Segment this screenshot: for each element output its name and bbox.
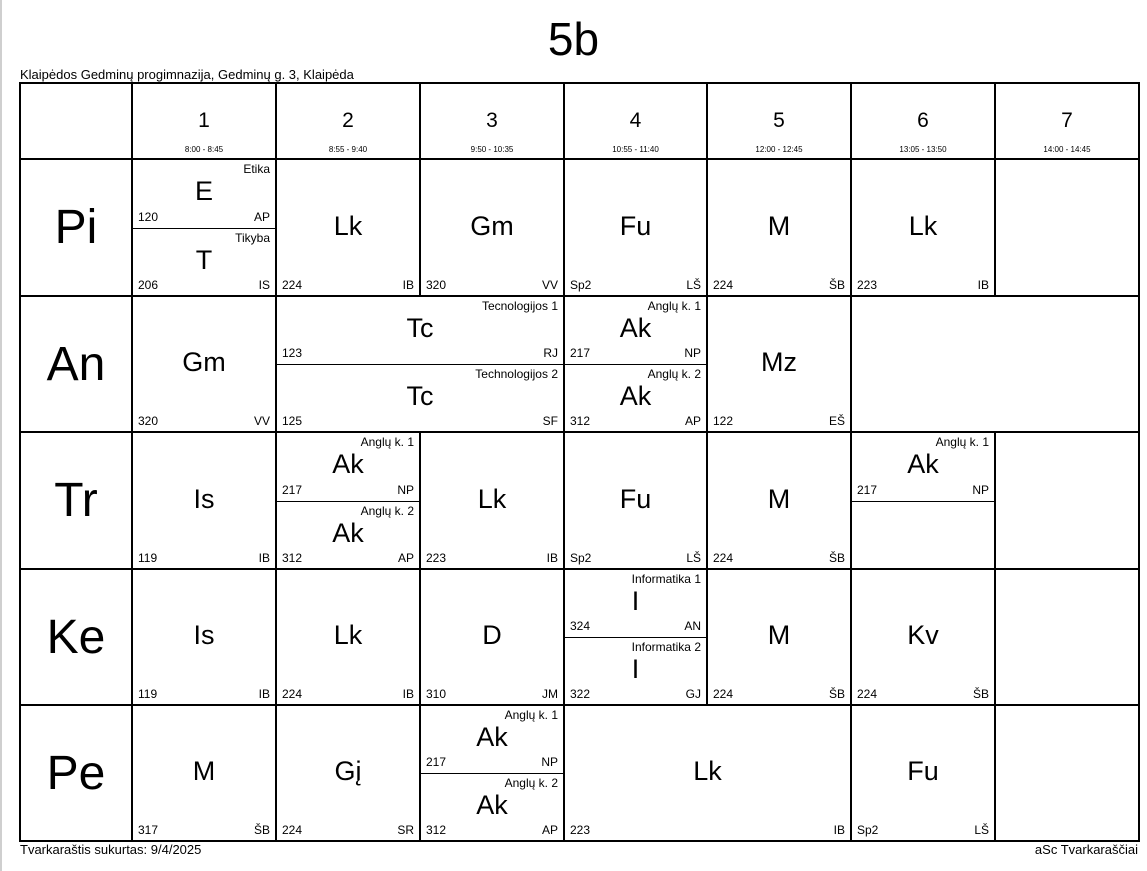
lesson-cell[interactable] — [851, 432, 995, 501]
group-name: Anglų k. 1 — [504, 708, 558, 722]
period-time: 12:00 - 12:45 — [755, 145, 803, 154]
group-name: Anglų k. 2 — [360, 504, 414, 518]
lesson-cell[interactable] — [132, 705, 276, 841]
room-number: 217 — [570, 346, 591, 360]
group-name: Tikyba — [235, 231, 270, 245]
teacher-code: IB — [546, 551, 558, 565]
subject-code: I — [631, 654, 640, 684]
period-header-5 — [707, 83, 851, 159]
group-name: Informatika 1 — [631, 572, 701, 586]
subject-code: I — [631, 586, 640, 616]
teacher-code: SF — [542, 414, 558, 428]
lesson-cell[interactable] — [132, 569, 276, 705]
room-number: 217 — [282, 483, 303, 497]
teacher-code: LŠ — [686, 278, 701, 292]
room-number: 320 — [426, 278, 447, 292]
period-number: 6 — [917, 109, 929, 132]
day-label: Pe — [46, 746, 106, 800]
lesson-cell[interactable] — [276, 432, 420, 501]
lesson-border — [994, 159, 996, 296]
subject-code: Fu — [619, 210, 652, 241]
room-number: 317 — [138, 823, 159, 837]
room-number: 310 — [426, 687, 447, 701]
school-name: Klaipėdos Gedminų progimnazija, Gedminų g. 3, Klaipėda — [20, 67, 354, 82]
lesson-cell[interactable] — [132, 159, 276, 228]
lesson-cell[interactable] — [707, 432, 851, 569]
subject-code: Mz — [761, 347, 797, 377]
room-number: 224 — [282, 687, 303, 701]
created-date: Tvarkaraštis sukurtas: 9/4/2025 — [20, 842, 202, 857]
grid-border — [1138, 82, 1140, 842]
lesson-cell[interactable] — [851, 159, 995, 296]
subject-code: Ak — [619, 381, 652, 411]
subject-code: Gm — [182, 347, 226, 377]
lesson-cell[interactable] — [132, 228, 276, 296]
lesson-cell[interactable] — [707, 569, 851, 705]
lesson-cell[interactable] — [420, 569, 564, 705]
teacher-code: AN — [684, 619, 701, 633]
group-split-line — [276, 501, 420, 502]
lesson-cell[interactable] — [707, 159, 851, 296]
period-header-4 — [564, 83, 707, 159]
subject-code: Lk — [333, 210, 363, 241]
lesson-cell[interactable] — [564, 637, 707, 705]
teacher-code: JM — [542, 687, 558, 701]
room-number: 224 — [282, 278, 303, 292]
subject-code: T — [195, 245, 213, 275]
lesson-cell[interactable] — [564, 569, 707, 637]
subject-code: Gį — [334, 756, 362, 786]
teacher-code: GJ — [685, 687, 701, 701]
group-split-line — [851, 501, 995, 502]
period-header-7 — [995, 83, 1139, 159]
lesson-cell[interactable] — [276, 364, 564, 432]
subject-code: D — [482, 620, 502, 650]
lesson-border — [994, 705, 996, 841]
room-number: 123 — [282, 346, 303, 360]
group-split-line — [132, 228, 276, 229]
subject-code: Is — [193, 483, 215, 514]
period-number: 7 — [1061, 109, 1073, 132]
lesson-cell[interactable] — [276, 569, 420, 705]
subject-code: Lk — [333, 620, 363, 650]
lesson-border — [850, 296, 852, 432]
lesson-cell[interactable] — [276, 501, 420, 569]
room-number: 320 — [138, 414, 159, 428]
teacher-code: ŠB — [828, 551, 845, 565]
room-number: 224 — [857, 687, 878, 701]
lesson-border — [994, 569, 996, 705]
subject-code: Tc — [406, 381, 434, 411]
teacher-code: EŠ — [828, 414, 845, 428]
subject-code: M — [767, 210, 791, 241]
group-split-line — [564, 364, 707, 365]
period-time: 10:55 - 11:40 — [612, 145, 659, 154]
room-number: 312 — [570, 414, 591, 428]
subject-code: Fu — [907, 756, 939, 786]
teacher-code: ŠB — [253, 823, 270, 837]
period-header-1 — [132, 83, 276, 159]
day-label: Pi — [54, 201, 98, 254]
teacher-code: IB — [402, 278, 414, 292]
room-number: 223 — [857, 278, 878, 292]
room-number: 217 — [857, 483, 878, 497]
room-number: 125 — [282, 414, 303, 428]
room-number: 119 — [138, 551, 158, 565]
day-label: Ke — [46, 610, 106, 664]
group-name: Tecnologijos 1 — [481, 299, 558, 313]
room-number: 223 — [570, 823, 591, 837]
group-name: Anglų k. 1 — [647, 299, 701, 313]
teacher-code: AP — [541, 823, 558, 837]
subject-code: Lk — [693, 756, 722, 786]
subject-code: Ak — [907, 449, 939, 479]
lesson-border — [994, 432, 996, 569]
teacher-code: VV — [541, 278, 558, 292]
room-number: 312 — [282, 551, 303, 565]
room-number: Sp2 — [570, 551, 592, 565]
teacher-code: SR — [397, 823, 414, 837]
group-name: Etika — [243, 162, 270, 176]
room-number: 312 — [426, 823, 447, 837]
group-split-line — [276, 364, 564, 365]
subject-code: Ak — [332, 518, 364, 548]
lesson-cell[interactable] — [420, 705, 564, 773]
teacher-code: IB — [833, 823, 845, 837]
room-number: Sp2 — [857, 823, 879, 837]
lesson-cell[interactable] — [564, 364, 707, 432]
room-number: 119 — [138, 687, 158, 701]
teacher-code: AP — [684, 414, 701, 428]
teacher-code: NP — [684, 346, 701, 360]
group-split-line — [564, 637, 707, 638]
lesson-cell[interactable] — [851, 705, 995, 841]
teacher-code: NP — [972, 483, 989, 497]
subject-code: M — [767, 483, 791, 514]
lesson-cell[interactable] — [276, 159, 420, 296]
room-number: 217 — [426, 755, 447, 769]
period-time: 14:00 - 14:45 — [1043, 145, 1091, 154]
room-number: Sp2 — [570, 278, 592, 292]
teacher-code: VV — [253, 414, 270, 428]
lesson-cell[interactable] — [420, 432, 564, 569]
period-number: 5 — [773, 109, 785, 132]
teacher-code: NP — [541, 755, 558, 769]
subject-code: Ak — [476, 722, 508, 752]
group-name: Anglų k. 1 — [935, 435, 989, 449]
teacher-code: IB — [258, 551, 270, 565]
period-time: 13:05 - 13:50 — [899, 145, 947, 154]
period-number: 2 — [342, 109, 354, 132]
group-name: Anglų k. 1 — [360, 435, 414, 449]
lesson-cell[interactable] — [276, 296, 564, 364]
lesson-cell[interactable] — [420, 773, 564, 841]
lesson-cell[interactable] — [564, 296, 707, 364]
teacher-code: LŠ — [686, 551, 701, 565]
period-number: 3 — [486, 109, 498, 132]
teacher-code: LŠ — [974, 823, 989, 837]
room-number: 324 — [570, 619, 591, 633]
subject-code: Lk — [908, 210, 938, 241]
room-number: 206 — [138, 278, 159, 292]
teacher-code: NP — [397, 483, 414, 497]
subject-code: Ak — [476, 790, 508, 820]
teacher-code: ŠB — [828, 687, 845, 701]
room-number: 120 — [138, 210, 159, 224]
room-number: 223 — [426, 551, 447, 565]
day-label: An — [46, 337, 106, 391]
subject-code: Ak — [619, 313, 652, 343]
brand-label: aSc Tvarkaraščiai — [1034, 842, 1138, 857]
lesson-cell[interactable] — [707, 296, 851, 432]
teacher-code: IS — [258, 278, 270, 292]
subject-code: Gm — [470, 210, 514, 241]
room-number: 224 — [713, 278, 734, 292]
subject-code: E — [194, 176, 213, 206]
room-number: 224 — [282, 823, 303, 837]
lesson-cell[interactable] — [420, 159, 564, 296]
subject-code: Is — [193, 620, 215, 650]
group-name: Anglų k. 2 — [504, 776, 558, 790]
group-split-line — [420, 773, 564, 774]
subject-code: Lk — [477, 483, 507, 514]
group-name: Informatika 2 — [631, 640, 701, 654]
lesson-cell[interactable] — [564, 159, 707, 296]
period-number: 4 — [629, 109, 642, 132]
lesson-cell[interactable] — [851, 569, 995, 705]
subject-code: Fu — [619, 483, 652, 514]
room-number: 122 — [713, 414, 734, 428]
group-name: Technologijos 2 — [475, 367, 558, 381]
lesson-cell[interactable] — [564, 705, 851, 841]
lesson-cell[interactable] — [564, 432, 707, 569]
subject-code: M — [767, 620, 791, 650]
period-header-2 — [276, 83, 420, 159]
teacher-code: ŠB — [972, 687, 989, 701]
page-edge-line — [0, 0, 2, 871]
subject-code: Kv — [907, 620, 939, 650]
room-number: 224 — [713, 551, 734, 565]
teacher-code: AP — [397, 551, 414, 565]
room-number: 224 — [713, 687, 734, 701]
teacher-code: IB — [977, 278, 989, 292]
group-name: Anglų k. 2 — [647, 367, 701, 381]
period-time: 8:55 - 9:40 — [328, 145, 368, 154]
room-number: 322 — [570, 687, 591, 701]
period-time: 8:00 - 8:45 — [184, 145, 224, 154]
day-label: Tr — [54, 474, 98, 527]
period-header-6 — [851, 83, 995, 159]
period-header-3 — [420, 83, 564, 159]
teacher-code: AP — [253, 210, 270, 224]
teacher-code: IB — [258, 687, 270, 701]
teacher-code: IB — [402, 687, 414, 701]
lesson-cell[interactable] — [132, 296, 276, 432]
subject-code: M — [192, 756, 216, 786]
lesson-cell[interactable] — [276, 705, 420, 841]
period-number: 1 — [198, 109, 210, 132]
subject-code: Tc — [406, 313, 434, 343]
subject-code: Ak — [332, 449, 364, 479]
period-time: 9:50 - 10:35 — [470, 145, 514, 154]
page-title: 5b — [547, 13, 600, 65]
teacher-code: RJ — [543, 346, 558, 360]
lesson-cell[interactable] — [132, 432, 276, 569]
teacher-code: ŠB — [828, 278, 845, 292]
